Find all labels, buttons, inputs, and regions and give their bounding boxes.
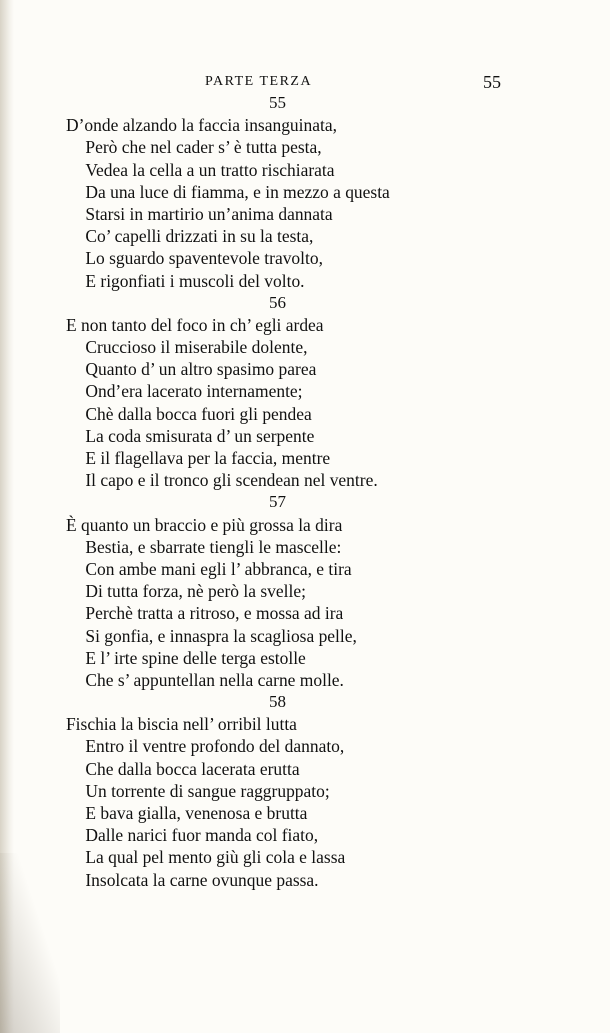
- verse-line: Dalle narici fuor manda col fiato,: [85, 825, 319, 846]
- verse-line: Però che nel cader s’ è tutta pesta,: [85, 137, 322, 158]
- stanza-number: 56: [269, 292, 286, 312]
- verse-line: E bava gialla, venenosa e brutta: [85, 803, 308, 823]
- verse-line: Ond’era lacerato internamente;: [85, 381, 303, 402]
- verse-line: Insolcata la carne ovunque passa.: [85, 869, 319, 890]
- verse-line: E non tanto del foco in ch’ egli ardea: [65, 314, 324, 335]
- verse-line: Bestia, e sbarrate tiengli le mascelle:: [85, 536, 342, 557]
- verse-line: Di tutta forza, nè però la svelle;: [85, 581, 306, 602]
- verse-line: Lo sguardo spaventevole travolto,: [85, 248, 323, 269]
- verse-line: Cruccioso il miserabile dolente,: [85, 337, 308, 358]
- stanza: [0, 292, 610, 492]
- verse-line: Chè dalla bocca fuori gli pendea: [85, 403, 312, 424]
- stanza: [0, 491, 610, 691]
- verse-line: D’onde alzando la faccia insanguinata,: [65, 115, 337, 136]
- verse-line: La coda smisurata d’ un serpente: [85, 425, 315, 446]
- verse-line: Perchè tratta a ritroso, e mossa ad ira: [85, 603, 344, 624]
- poem-text: [0, 92, 610, 891]
- page-corner-shadow: [0, 853, 60, 1033]
- running-title: PARTE TERZA: [205, 74, 313, 89]
- verse-line: Da una luce di fiamma, e in mezzo a questa: [85, 181, 390, 202]
- verse-line: Con ambe mani egli l’ abbranca, e tira: [85, 558, 352, 579]
- verse-line: La qual pel mento giù gli cola e lassa: [85, 847, 346, 868]
- stanza-number: 58: [269, 692, 286, 712]
- verse-line: Vedea la cella a un tratto rischiarata: [85, 159, 335, 180]
- stanza-number: 55: [269, 93, 286, 112]
- verse-line: Un torrente di sangue raggruppato;: [85, 780, 330, 801]
- verse-line: Starsi in martirio un’anima dannata: [85, 203, 333, 224]
- verse-line: Co’ capelli drizzati in su la testa,: [85, 226, 314, 247]
- verse-line: È quanto un braccio e più grossa la dira: [65, 514, 343, 535]
- verse-line: Entro il ventre profondo del dannato,: [85, 736, 345, 757]
- verse-line: E rigonfiati i muscoli del volto.: [85, 270, 305, 291]
- stanza: [0, 92, 610, 292]
- verse-line: Si gonfia, e innaspra la scagliosa pelle,: [85, 625, 357, 646]
- page-header: [0, 74, 610, 94]
- verse-line: Il capo e il tronco gli scendean nel ventre.: [85, 470, 378, 491]
- verse-line: Fischia la biscia nell’ orribil lutta: [65, 714, 297, 735]
- page-number: 55: [483, 72, 501, 92]
- verse-line: Quanto d’ un altro spasimo parea: [85, 359, 317, 380]
- verse-line: E il flagellava per la faccia, mentre: [85, 448, 331, 468]
- stanza: [0, 691, 610, 891]
- verse-line: Che s’ appuntellan nella carne molle.: [85, 669, 344, 690]
- stanza-number: 57: [269, 492, 286, 512]
- verse-line: Che dalla bocca lacerata erutta: [85, 758, 300, 779]
- verse-line: E l’ irte spine delle terga estolle: [85, 647, 306, 668]
